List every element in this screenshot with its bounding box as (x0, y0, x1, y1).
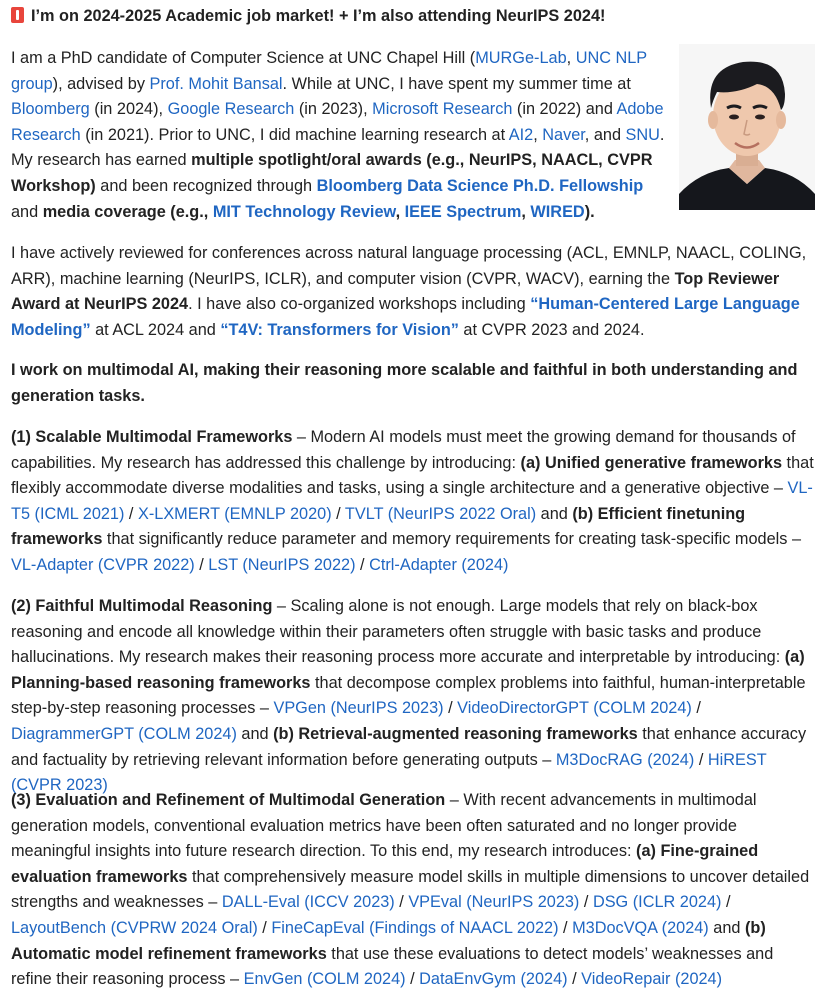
paper-link[interactable]: VL-T5 (ICML 2021) (11, 479, 813, 523)
paper-link[interactable]: VideoDirectorGPT (COLM 2024) (457, 699, 692, 718)
mit-tech-review-link[interactable]: MIT Technology Review (212, 202, 396, 221)
paper-link[interactable]: FineCapEval (Findings of NAACL 2022) (271, 918, 559, 937)
headline-text: I’m on 2024-2025 Academic job market! + I’m also attending NeurIPS 2024! (31, 7, 606, 25)
workshop-t4v-link[interactable]: “T4V: Transformers for Vision” (220, 320, 459, 339)
thesis-statement: I work on multimodal AI, making their reasoning more scalable and faithful in both understanding and generation tasks. (11, 361, 798, 405)
paper-link[interactable]: DiagrammerGPT (COLM 2024) (11, 724, 237, 743)
section-title: (3) Evaluation and Refinement of Multimodal Generation (11, 791, 446, 809)
section-scalable-frameworks: (1) Scalable Multimodal Frameworks – Modern AI models must meet the growing demand for thousands of capabilities. My research has addressed this challenge by introducing: (a) Unified generative frameworks that flexibly accommodate diverse modalities and tasks, using a single architecture and a generative objective – VL-T5 (ICML 2021) / X-LXMERT (EMNLP 2020) / TVLT (NeurIPS 2022 Oral) and (b) Efficient finetuning frameworks that significantly reduce parameter and memory requirements for creating task-specific models – VL-Adapter (CVPR 2022) / LST (NeurIPS 2022) / Ctrl-Adapter (2024) (11, 428, 814, 574)
intro-paragraph: I am a PhD candidate of Computer Science at UNC Chapel Hill (MURGe-Lab, UNC NLP group), advised by Prof. Mohit Bansal. While at UNC, I have spent my summer time at Bloomberg (in 2024), Google Research (in 2023), Microsoft Research (in 2022) and Adobe Research (in 2021). Prior to UNC, I did machine learning research at AI2, Naver, and SNU. My research has earned multiple spotlight/oral awards (e.g., NeurIPS, NAACL, CVPR Workshop) and been recognized through Bloomberg Data Science Ph.D. Fellowship and media coverage (e.g., MIT Technology Review, IEEE Spectrum, WIRED). (11, 49, 665, 221)
adobe-research-link[interactable]: Adobe Research (11, 100, 664, 144)
paper-link[interactable]: DSG (ICLR 2024) (592, 893, 722, 912)
profile-photo (679, 44, 815, 210)
section-faithful-reasoning: (2) Faithful Multimodal Reasoning – Scaling alone is not enough. Large models that rely on black-box reasoning and encode all knowledge within their parameters often struggle with basic tasks and produce hallucinations. My research makes their reasoning process more accurate and interpretable by introducing: (a) Planning-based reasoning frameworks that decompose complex problems into faithful, human-interpretable step-by-step reasoning processes – VPGen (NeurIPS 2023) / VideoDirectorGPT (COLM 2024) / DiagrammerGPT (COLM 2024) and (b) Retrieval-augmented reasoning frameworks that enhance accuracy and factuality by retrieving relevant information before generating outputs – M3DocRAG (2024) / HiREST (CVPR 2023) (11, 597, 807, 795)
media-coverage-label: media coverage (e.g., (42, 202, 213, 221)
paper-link[interactable]: VideoRepair (2024) (581, 970, 723, 989)
pushpin-icon (11, 7, 24, 23)
naver-link[interactable]: Naver (542, 125, 585, 144)
headline (11, 4, 605, 30)
section-title: (2) Faithful Multimodal Reasoning (11, 597, 273, 615)
awards-text: multiple spotlight/oral awards (e.g., NeurIPS, NAACL, CVPR Workshop) (11, 151, 653, 195)
snu-link[interactable]: SNU (625, 125, 660, 144)
paper-link[interactable]: VL-Adapter (CVPR 2022) (11, 555, 195, 574)
fellowship-link[interactable]: Bloomberg Data Science Ph.D. Fellowship (316, 176, 644, 195)
paper-link[interactable]: TVLT (NeurIPS 2022 Oral) (344, 504, 537, 523)
paper-link[interactable]: VPGen (NeurIPS 2023) (273, 699, 444, 718)
reviewer-award-text: Top Reviewer Award at NeurIPS 2024 (11, 269, 780, 314)
paper-link[interactable]: DALL-Eval (ICCV 2023) (221, 893, 395, 912)
ieee-spectrum-link[interactable]: IEEE Spectrum (404, 202, 522, 221)
section-evaluation-refinement: (3) Evaluation and Refinement of Multimodal Generation – With recent advancements in multimodal generation models, conventional evaluation metrics have been often saturated and no longer provide meaningful insights into future research direction. To this end, my research introduces: (a) Fine-grained evaluation frameworks that comprehensively measure model skills in multiple dimensions to uncover detailed strengths and weaknesses – DALL-Eval (ICCV 2023) / VPEval (NeurIPS 2023) / DSG (ICLR 2024) / LayoutBench (CVPRW 2024 Oral) / FineCapEval (Findings of NAACL 2022) / M3DocVQA (2024) and (b) Automatic model refinement frameworks that use these evaluations to detect models’ weaknesses and refine their reasoning process – EnvGen (COLM 2024) / DataEnvGym (2024) / VideoRepair (2024) (11, 791, 810, 989)
paper-link[interactable]: EnvGen (COLM 2024) (243, 970, 406, 989)
paper-link[interactable]: DataEnvGym (2024) (419, 970, 568, 989)
paper-link[interactable]: LayoutBench (CVPRW 2024 Oral) (11, 918, 258, 937)
portrait-illustration (679, 44, 815, 210)
paper-link[interactable]: Ctrl-Adapter (2024) (369, 555, 509, 574)
unc-nlp-link[interactable]: UNC NLP group (11, 49, 647, 93)
paper-link[interactable]: VPEval (NeurIPS 2023) (408, 893, 580, 912)
microsoft-research-link[interactable]: Microsoft Research (372, 100, 513, 119)
paper-link[interactable]: M3DocVQA (2024) (572, 918, 709, 937)
review-paragraph: I have actively reviewed for conferences across natural language processing (ACL, EMNLP, NAACL, COLING, ARR), machine learning (NeurIPS, ICLR), and computer vision (CVPR, WACV), earning the Top Reviewer Award at NeurIPS 2024. I have also co-organized workshops including “Human-Centered Large Language Modeling” at ACL 2024 and “T4V: Transformers for Vision” at CVPR 2023 and 2024. (11, 244, 807, 339)
section-title: (1) Scalable Multimodal Frameworks (11, 428, 293, 446)
murge-lab-link[interactable]: MURGe-Lab (475, 49, 567, 67)
ai2-link[interactable]: AI2 (508, 125, 534, 144)
paper-link[interactable]: M3DocRAG (2024) (555, 750, 695, 769)
paper-link[interactable]: X-LXMERT (EMNLP 2020) (137, 504, 332, 523)
bloomberg-link[interactable]: Bloomberg (11, 100, 90, 119)
advisor-link[interactable]: Prof. Mohit Bansal (149, 74, 283, 93)
google-research-link[interactable]: Google Research (167, 100, 295, 119)
workshop-hclm-link[interactable]: “Human-Centered Large Language Modeling” (11, 295, 800, 339)
paper-link[interactable]: HiREST (CVPR 2023) (11, 750, 767, 795)
paper-link[interactable]: LST (NeurIPS 2022) (208, 555, 356, 574)
wired-link[interactable]: WIRED (530, 202, 585, 221)
